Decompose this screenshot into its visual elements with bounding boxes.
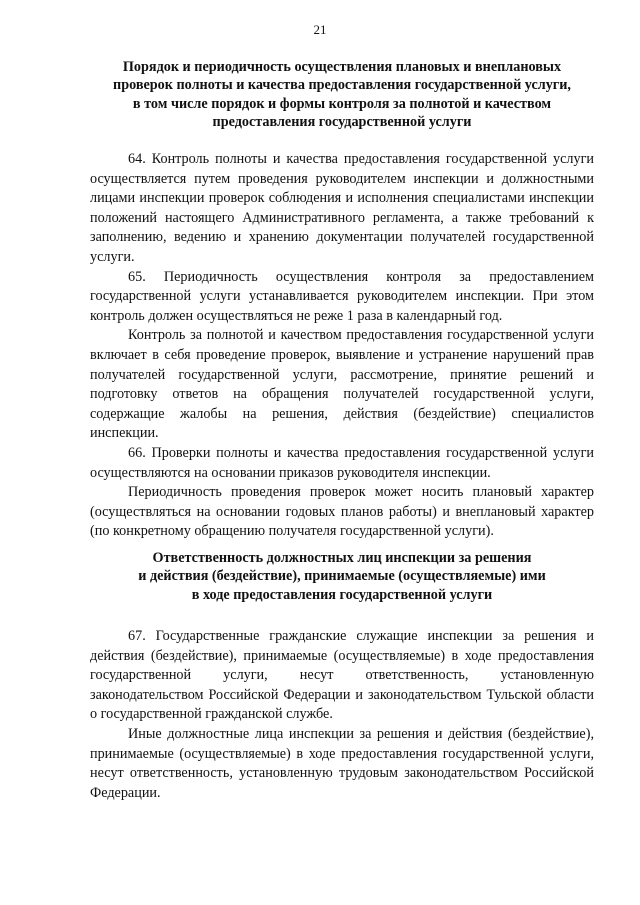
section-body-responsibility bbox=[90, 627, 594, 803]
heading-line: предоставления государственной услуги bbox=[212, 113, 472, 130]
paragraph-66-periodicity: Периодичность проведения проверок может носить плановый характер (осуществляться на основании годовых планов работы) и внеплановый характер (по конкретному обращению получателя государственной услуги). bbox=[90, 484, 594, 540]
heading-line: в том числе порядок и формы контроля за полнотой и качеством bbox=[132, 95, 552, 112]
section-body-control bbox=[90, 150, 594, 542]
heading-line: и действия (бездействие), принимаемые (осуществляемые) ими bbox=[138, 568, 546, 585]
page-number: 21 bbox=[313, 22, 327, 37]
heading-line: проверок полноты и качества предоставления государственной услуги, bbox=[113, 77, 571, 94]
paragraph-64: 64. Контроль полноты и качества предоставления государственной услуги осуществляется путем проведения руководителем инспекции и должностными лицами инспекции проверок соблюдения и исполнения специалистами инспекции положений настоящего Административного регламента, а также требований к заполнению, ведению и хранению документации получателей государственной услуги. bbox=[90, 151, 594, 265]
paragraph-65: 65. Периодичность осуществления контроля за предоставлением государственной услуги устанавливается руководителем инспекции. При этом контроль должен осуществляться не реже 1 раза в календарный год. bbox=[90, 268, 594, 324]
section-heading-responsibility bbox=[90, 549, 594, 604]
paragraph-66: 66. Проверки полноты и качества предоставления государственной услуги осуществляются на основании приказов руководителя инспекции. bbox=[90, 444, 594, 481]
paragraph-67: 67. Государственные гражданские служащие инспекции за решения и действия (бездействие), принимаемые (осуществляемые) в ходе предоставления государственной услуги, несут ответственность, установленную законодательством Российской Федерации и законодательством Тульской области о государственной гражданской службе. bbox=[90, 628, 594, 723]
section-heading-control bbox=[90, 58, 594, 131]
paragraph-67-other-officials: Иные должностные лица инспекции за решения и действия (бездействие), принимаемые (осуществляемые) в ходе предоставления государственной услуги, несут ответственность, установленную трудовым законодательством Российской Федерации. bbox=[90, 725, 594, 801]
heading-line: Порядок и периодичность осуществления плановых и внеплановых bbox=[122, 59, 562, 75]
heading-line: Ответственность должностных лиц инспекции за решения bbox=[152, 550, 532, 566]
paragraph-65-control: Контроль за полнотой и качеством предоставления государственной услуги включает в себя проведение проверок, выявление и устранение нарушений прав получателей государственной услуги, рассмотрение, принятие решений и подготовку ответов на обращения получателей государственной услуги, содержащие жалобы на решения, действия (бездействие) специалистов инспекции. bbox=[90, 327, 594, 442]
heading-line: в ходе предоставления государственной услуги bbox=[191, 586, 493, 603]
